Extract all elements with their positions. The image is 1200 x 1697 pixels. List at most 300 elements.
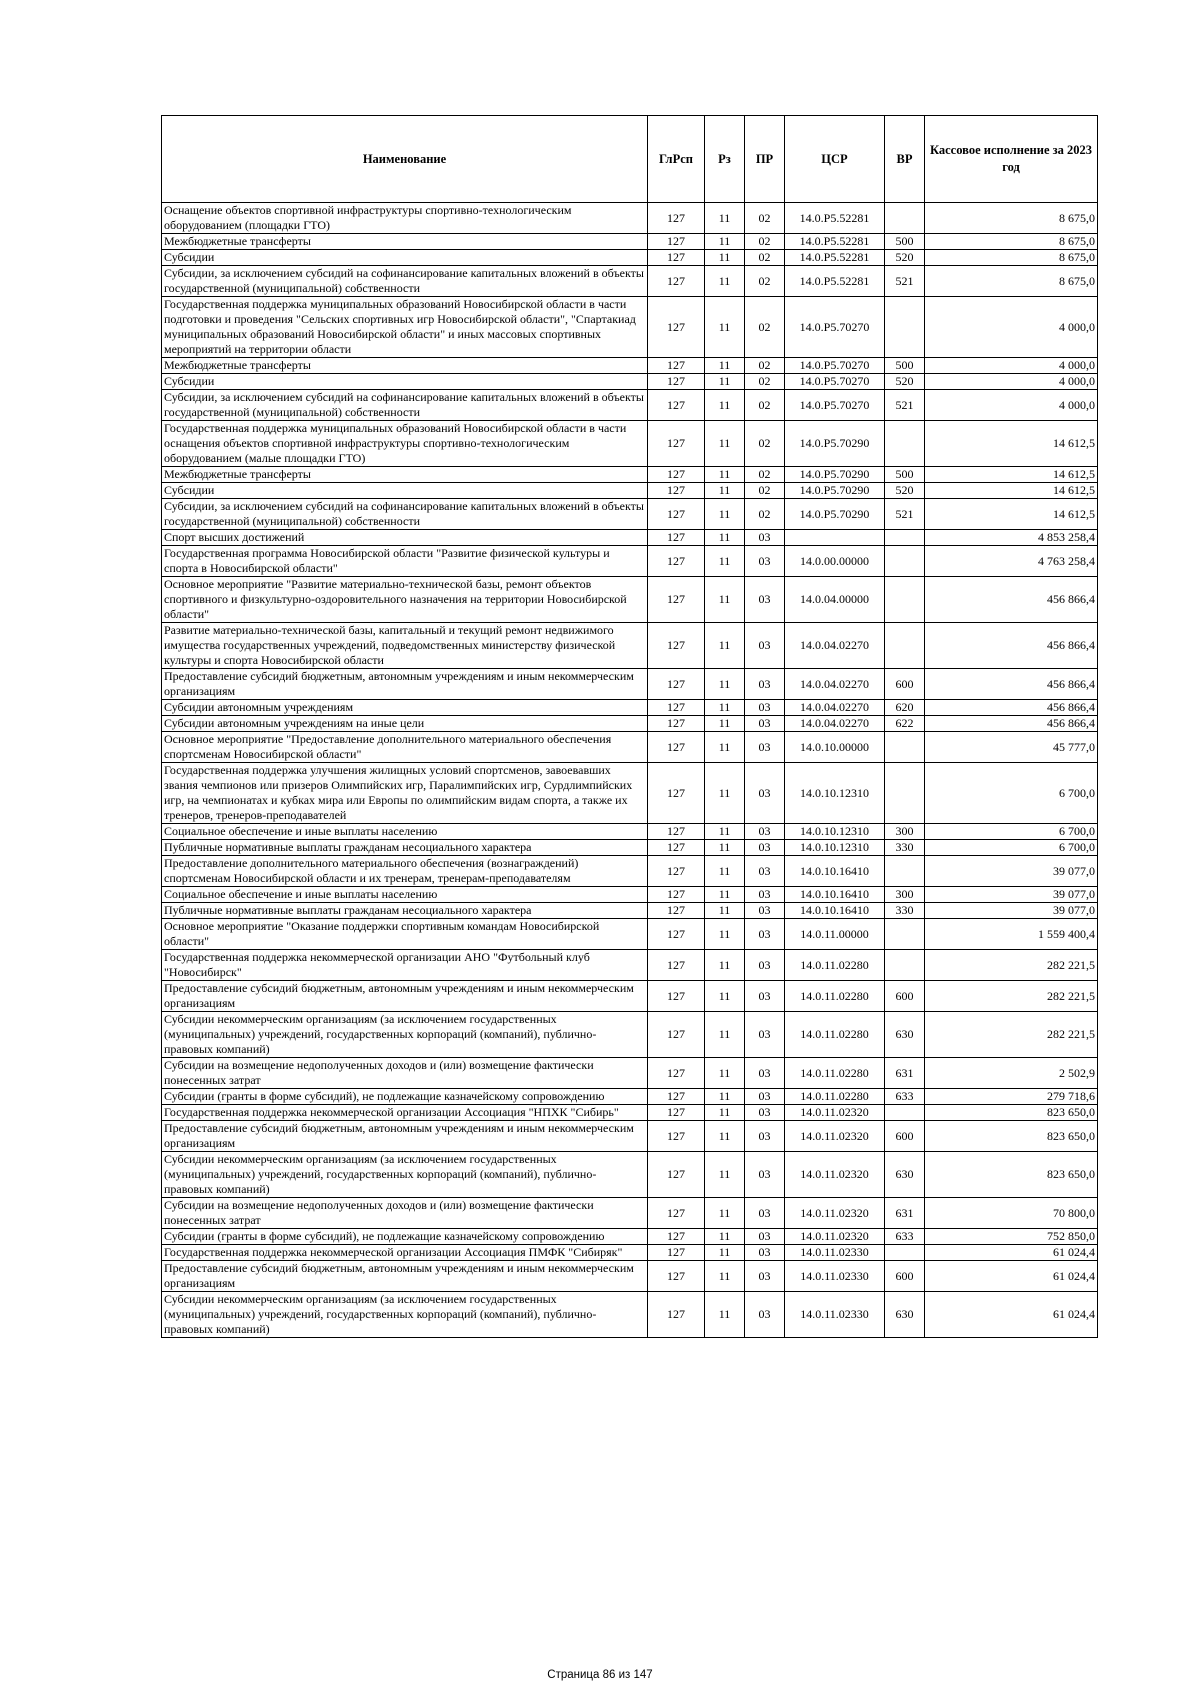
cell-rz: 11 — [705, 467, 745, 483]
cell-name: Предоставление субсидий бюджетным, автономным учреждениям и иным некоммерческим организациям — [162, 1121, 648, 1152]
table-row — [162, 763, 1098, 824]
cell-glrsp: 127 — [648, 358, 705, 374]
cell-name: Предоставление субсидий бюджетным, автономным учреждениям и иным некоммерческим организациям — [162, 669, 648, 700]
cell-rz: 11 — [705, 919, 745, 950]
cell-rz: 11 — [705, 499, 745, 530]
cell-name: Государственная поддержка некоммерческой организации Ассоциация "НПХК "Сибирь" — [162, 1105, 648, 1121]
cell-csr: 14.0.11.02330 — [785, 1261, 885, 1292]
cell-name: Межбюджетные трансферты — [162, 467, 648, 483]
cell-amount: 456 866,4 — [925, 716, 1098, 732]
cell-amount: 282 221,5 — [925, 981, 1098, 1012]
cell-name: Оснащение объектов спортивной инфраструктуры спортивно-технологическим оборудованием (площадки ГТО) — [162, 203, 648, 234]
cell-csr: 14.0.11.02320 — [785, 1121, 885, 1152]
cell-amount: 823 650,0 — [925, 1152, 1098, 1198]
cell-csr: 14.0.P5.70270 — [785, 358, 885, 374]
table-row — [162, 421, 1098, 467]
cell-pr: 03 — [745, 1152, 785, 1198]
cell-glrsp: 127 — [648, 1012, 705, 1058]
cell-glrsp: 127 — [648, 1292, 705, 1338]
cell-vr: 330 — [885, 903, 925, 919]
table-row — [162, 1121, 1098, 1152]
cell-name: Субсидии (гранты в форме субсидий), не подлежащие казначейскому сопровождению — [162, 1089, 648, 1105]
cell-pr: 03 — [745, 530, 785, 546]
cell-amount: 61 024,4 — [925, 1292, 1098, 1338]
cell-glrsp: 127 — [648, 669, 705, 700]
cell-name: Субсидии автономным учреждениям на иные цели — [162, 716, 648, 732]
cell-vr: 633 — [885, 1229, 925, 1245]
table-row — [162, 390, 1098, 421]
cell-pr: 03 — [745, 1198, 785, 1229]
cell-rz: 11 — [705, 887, 745, 903]
table-row — [162, 981, 1098, 1012]
cell-vr — [885, 763, 925, 824]
cell-amount: 39 077,0 — [925, 903, 1098, 919]
cell-vr: 630 — [885, 1292, 925, 1338]
cell-pr: 03 — [745, 623, 785, 669]
cell-rz: 11 — [705, 700, 745, 716]
cell-pr: 02 — [745, 250, 785, 266]
cell-vr: 521 — [885, 266, 925, 297]
cell-glrsp: 127 — [648, 530, 705, 546]
cell-pr: 03 — [745, 577, 785, 623]
cell-pr: 03 — [745, 546, 785, 577]
cell-glrsp: 127 — [648, 1058, 705, 1089]
cell-pr: 03 — [745, 950, 785, 981]
table-row — [162, 250, 1098, 266]
header-vr: ВР — [885, 116, 925, 203]
cell-rz: 11 — [705, 981, 745, 1012]
cell-glrsp: 127 — [648, 390, 705, 421]
cell-vr: 600 — [885, 669, 925, 700]
cell-pr: 02 — [745, 266, 785, 297]
cell-amount: 823 650,0 — [925, 1105, 1098, 1121]
cell-csr: 14.0.11.02320 — [785, 1229, 885, 1245]
header-amount: Кассовое исполнение за 2023 год — [925, 116, 1098, 203]
cell-glrsp: 127 — [648, 1121, 705, 1152]
cell-rz: 11 — [705, 763, 745, 824]
cell-rz: 11 — [705, 623, 745, 669]
cell-glrsp: 127 — [648, 234, 705, 250]
table-row — [162, 1089, 1098, 1105]
cell-rz: 11 — [705, 1058, 745, 1089]
cell-amount: 8 675,0 — [925, 234, 1098, 250]
cell-csr: 14.0.10.12310 — [785, 824, 885, 840]
cell-name: Государственная поддержка муниципальных образований Новосибирской области в части оснащения объектов спортивной инфраструктуры спортивно-технологическим оборудованием (малые площадки ГТО) — [162, 421, 648, 467]
cell-glrsp: 127 — [648, 623, 705, 669]
cell-name: Социальное обеспечение и иные выплаты населению — [162, 824, 648, 840]
table-row — [162, 530, 1098, 546]
cell-csr: 14.0.11.02320 — [785, 1105, 885, 1121]
cell-name: Субсидии некоммерческим организациям (за исключением государственных (муниципальных) учреждений, государственных корпораций (компаний), публично-правовых компаний) — [162, 1152, 648, 1198]
cell-csr: 14.0.P5.70290 — [785, 483, 885, 499]
cell-csr: 14.0.10.12310 — [785, 763, 885, 824]
cell-rz: 11 — [705, 669, 745, 700]
cell-pr: 03 — [745, 840, 785, 856]
cell-vr — [885, 530, 925, 546]
cell-name: Субсидии — [162, 483, 648, 499]
cell-pr: 03 — [745, 919, 785, 950]
cell-pr: 02 — [745, 297, 785, 358]
page-number: Страница 86 из 147 — [547, 1669, 653, 1681]
cell-glrsp: 127 — [648, 887, 705, 903]
cell-pr: 03 — [745, 856, 785, 887]
cell-glrsp: 127 — [648, 1261, 705, 1292]
cell-name: Субсидии, за исключением субсидий на софинансирование капитальных вложений в объекты государственной (муниципальной) собственности — [162, 499, 648, 530]
cell-pr: 03 — [745, 1105, 785, 1121]
cell-csr: 14.0.11.02320 — [785, 1152, 885, 1198]
cell-rz: 11 — [705, 1089, 745, 1105]
cell-vr — [885, 856, 925, 887]
cell-name: Субсидии — [162, 374, 648, 390]
cell-amount: 456 866,4 — [925, 577, 1098, 623]
cell-rz: 11 — [705, 421, 745, 467]
table-row — [162, 1105, 1098, 1121]
cell-glrsp: 127 — [648, 297, 705, 358]
table-row — [162, 266, 1098, 297]
cell-amount: 14 612,5 — [925, 483, 1098, 499]
cell-pr: 03 — [745, 1089, 785, 1105]
cell-vr — [885, 546, 925, 577]
cell-vr: 520 — [885, 250, 925, 266]
cell-name: Государственная программа Новосибирской области "Развитие физической культуры и спорта в Новосибирской области" — [162, 546, 648, 577]
cell-amount: 6 700,0 — [925, 840, 1098, 856]
cell-glrsp: 127 — [648, 203, 705, 234]
cell-vr: 631 — [885, 1058, 925, 1089]
cell-amount: 1 559 400,4 — [925, 919, 1098, 950]
cell-glrsp: 127 — [648, 950, 705, 981]
cell-glrsp: 127 — [648, 700, 705, 716]
cell-pr: 03 — [745, 1261, 785, 1292]
cell-amount: 14 612,5 — [925, 499, 1098, 530]
cell-csr: 14.0.11.02320 — [785, 1198, 885, 1229]
cell-glrsp: 127 — [648, 732, 705, 763]
cell-csr: 14.0.10.00000 — [785, 732, 885, 763]
cell-vr: 600 — [885, 1261, 925, 1292]
cell-amount: 70 800,0 — [925, 1198, 1098, 1229]
cell-csr: 14.0.P5.70270 — [785, 297, 885, 358]
cell-amount: 14 612,5 — [925, 421, 1098, 467]
cell-glrsp: 127 — [648, 1229, 705, 1245]
cell-csr: 14.0.04.02270 — [785, 669, 885, 700]
cell-vr: 520 — [885, 374, 925, 390]
header-glrsp: ГлРсп — [648, 116, 705, 203]
cell-rz: 11 — [705, 1152, 745, 1198]
cell-rz: 11 — [705, 840, 745, 856]
cell-vr: 520 — [885, 483, 925, 499]
cell-csr: 14.0.04.02270 — [785, 700, 885, 716]
cell-csr: 14.0.10.16410 — [785, 903, 885, 919]
cell-rz: 11 — [705, 1012, 745, 1058]
cell-name: Основное мероприятие "Оказание поддержки спортивным командам Новосибирской области" — [162, 919, 648, 950]
cell-rz: 11 — [705, 1105, 745, 1121]
cell-csr: 14.0.P5.70290 — [785, 499, 885, 530]
table-row — [162, 483, 1098, 499]
cell-glrsp: 127 — [648, 824, 705, 840]
cell-glrsp: 127 — [648, 763, 705, 824]
cell-amount: 4 000,0 — [925, 297, 1098, 358]
cell-pr: 03 — [745, 1121, 785, 1152]
cell-csr: 14.0.11.02280 — [785, 1089, 885, 1105]
cell-rz: 11 — [705, 732, 745, 763]
cell-csr: 14.0.11.02280 — [785, 981, 885, 1012]
header-name: Наименование — [162, 116, 648, 203]
cell-rz: 11 — [705, 546, 745, 577]
cell-pr: 02 — [745, 234, 785, 250]
cell-vr — [885, 421, 925, 467]
cell-vr: 500 — [885, 234, 925, 250]
cell-glrsp: 127 — [648, 546, 705, 577]
cell-name: Субсидии некоммерческим организациям (за исключением государственных (муниципальных) учреждений, государственных корпораций (компаний), публично-правовых компаний) — [162, 1292, 648, 1338]
cell-amount: 8 675,0 — [925, 250, 1098, 266]
cell-rz: 11 — [705, 483, 745, 499]
table-row — [162, 1198, 1098, 1229]
table-row — [162, 840, 1098, 856]
cell-pr: 03 — [745, 732, 785, 763]
cell-rz: 11 — [705, 1229, 745, 1245]
cell-csr: 14.0.P5.52281 — [785, 234, 885, 250]
cell-rz: 11 — [705, 1245, 745, 1261]
cell-csr: 14.0.10.16410 — [785, 887, 885, 903]
cell-vr — [885, 1105, 925, 1121]
cell-vr: 620 — [885, 700, 925, 716]
cell-rz: 11 — [705, 390, 745, 421]
cell-vr — [885, 732, 925, 763]
cell-pr: 03 — [745, 824, 785, 840]
cell-name: Субсидии, за исключением субсидий на софинансирование капитальных вложений в объекты государственной (муниципальной) собственности — [162, 266, 648, 297]
cell-pr: 02 — [745, 483, 785, 499]
cell-vr: 500 — [885, 358, 925, 374]
table-row — [162, 1229, 1098, 1245]
cell-glrsp: 127 — [648, 856, 705, 887]
cell-name: Спорт высших достижений — [162, 530, 648, 546]
table-row — [162, 1012, 1098, 1058]
cell-amount: 456 866,4 — [925, 700, 1098, 716]
cell-amount: 4 763 258,4 — [925, 546, 1098, 577]
cell-name: Публичные нормативные выплаты гражданам несоциального характера — [162, 903, 648, 919]
cell-amount: 282 221,5 — [925, 1012, 1098, 1058]
cell-pr: 02 — [745, 390, 785, 421]
cell-rz: 11 — [705, 203, 745, 234]
cell-amount: 61 024,4 — [925, 1245, 1098, 1261]
cell-csr: 14.0.00.00000 — [785, 546, 885, 577]
cell-vr — [885, 577, 925, 623]
cell-pr: 03 — [745, 1229, 785, 1245]
cell-glrsp: 127 — [648, 421, 705, 467]
cell-glrsp: 127 — [648, 840, 705, 856]
cell-pr: 02 — [745, 358, 785, 374]
cell-rz: 11 — [705, 1121, 745, 1152]
cell-name: Развитие материально-технической базы, капитальный и текущий ремонт недвижимого имущества государственных учреждений, подведомственных министерству физической культуры и спорта Новосибирской области — [162, 623, 648, 669]
table-row — [162, 1058, 1098, 1089]
cell-vr: 600 — [885, 1121, 925, 1152]
table-row — [162, 203, 1098, 234]
cell-name: Государственная поддержка некоммерческой организации АНО "Футбольный клуб "Новосибирск" — [162, 950, 648, 981]
cell-pr: 03 — [745, 1245, 785, 1261]
cell-rz: 11 — [705, 856, 745, 887]
cell-vr — [885, 623, 925, 669]
cell-vr: 630 — [885, 1152, 925, 1198]
cell-name: Предоставление субсидий бюджетным, автономным учреждениям и иным некоммерческим организациям — [162, 1261, 648, 1292]
cell-amount: 14 612,5 — [925, 467, 1098, 483]
cell-amount: 456 866,4 — [925, 669, 1098, 700]
cell-name: Государственная поддержка муниципальных образований Новосибирской области в части подготовки и проведения "Сельских спортивных игр Новосибирской области", "Спартакиад муниципальных образований Новосибирской области" и иных массовых спортивных мероприятий на территории области — [162, 297, 648, 358]
cell-glrsp: 127 — [648, 467, 705, 483]
cell-glrsp: 127 — [648, 1245, 705, 1261]
cell-glrsp: 127 — [648, 483, 705, 499]
cell-glrsp: 127 — [648, 981, 705, 1012]
cell-name: Предоставление дополнительного материального обеспечения (вознаграждений) спортсменам Новосибирской области и их тренерам, тренерам-преподавателям — [162, 856, 648, 887]
cell-csr: 14.0.P5.52281 — [785, 266, 885, 297]
cell-csr: 14.0.11.02280 — [785, 1058, 885, 1089]
cell-rz: 11 — [705, 1261, 745, 1292]
cell-pr: 03 — [745, 700, 785, 716]
cell-vr: 300 — [885, 887, 925, 903]
cell-pr: 03 — [745, 669, 785, 700]
cell-name: Субсидии на возмещение недополученных доходов и (или) возмещение фактически понесенных затрат — [162, 1198, 648, 1229]
table-row — [162, 1292, 1098, 1338]
table-row — [162, 856, 1098, 887]
cell-amount: 8 675,0 — [925, 266, 1098, 297]
cell-amount: 45 777,0 — [925, 732, 1098, 763]
cell-csr: 14.0.P5.70270 — [785, 374, 885, 390]
cell-pr: 02 — [745, 499, 785, 530]
cell-pr: 03 — [745, 1292, 785, 1338]
cell-rz: 11 — [705, 950, 745, 981]
cell-name: Субсидии — [162, 250, 648, 266]
cell-amount: 279 718,6 — [925, 1089, 1098, 1105]
cell-glrsp: 127 — [648, 577, 705, 623]
cell-pr: 02 — [745, 421, 785, 467]
cell-vr: 633 — [885, 1089, 925, 1105]
cell-rz: 11 — [705, 1198, 745, 1229]
cell-pr: 03 — [745, 763, 785, 824]
cell-rz: 11 — [705, 530, 745, 546]
cell-amount: 61 024,4 — [925, 1261, 1098, 1292]
cell-vr: 521 — [885, 499, 925, 530]
table-row — [162, 623, 1098, 669]
cell-rz: 11 — [705, 250, 745, 266]
cell-csr: 14.0.10.12310 — [785, 840, 885, 856]
cell-glrsp: 127 — [648, 716, 705, 732]
cell-name: Основное мероприятие "Развитие материально-технической базы, ремонт объектов спортивного и физкультурно-оздоровительного назначения на территории Новосибирской области" — [162, 577, 648, 623]
cell-name: Субсидии, за исключением субсидий на софинансирование капитальных вложений в объекты государственной (муниципальной) собственности — [162, 390, 648, 421]
cell-pr: 03 — [745, 887, 785, 903]
table-row — [162, 358, 1098, 374]
table-row — [162, 577, 1098, 623]
cell-name: Социальное обеспечение и иные выплаты населению — [162, 887, 648, 903]
cell-glrsp: 127 — [648, 499, 705, 530]
cell-amount: 752 850,0 — [925, 1229, 1098, 1245]
table-row — [162, 234, 1098, 250]
table-row — [162, 1152, 1098, 1198]
cell-amount: 39 077,0 — [925, 887, 1098, 903]
cell-amount: 8 675,0 — [925, 203, 1098, 234]
cell-amount: 823 650,0 — [925, 1121, 1098, 1152]
cell-vr: 600 — [885, 981, 925, 1012]
cell-pr: 03 — [745, 1058, 785, 1089]
cell-rz: 11 — [705, 1292, 745, 1338]
cell-glrsp: 127 — [648, 1089, 705, 1105]
cell-vr — [885, 297, 925, 358]
table-row — [162, 950, 1098, 981]
cell-csr: 14.0.11.00000 — [785, 919, 885, 950]
table-header-row — [162, 116, 1098, 203]
cell-glrsp: 127 — [648, 250, 705, 266]
cell-name: Межбюджетные трансферты — [162, 234, 648, 250]
cell-rz: 11 — [705, 374, 745, 390]
cell-rz: 11 — [705, 903, 745, 919]
cell-name: Государственная поддержка улучшения жилищных условий спортсменов, завоевавших звания чемпионов или призеров Олимпийских игр, Паралимпийских игр, Сурдлимпийских игр, на чемпионатах и кубках мира или Европы по олимпийским видам спорта, а также их тренеров, тренеров-преподавателей — [162, 763, 648, 824]
cell-amount: 6 700,0 — [925, 824, 1098, 840]
cell-name: Государственная поддержка некоммерческой организации Ассоциация ПМФК "Сибиряк" — [162, 1245, 648, 1261]
table-row — [162, 1261, 1098, 1292]
table-row — [162, 903, 1098, 919]
cell-rz: 11 — [705, 297, 745, 358]
table-row — [162, 919, 1098, 950]
cell-glrsp: 127 — [648, 903, 705, 919]
cell-csr: 14.0.P5.70290 — [785, 467, 885, 483]
cell-amount: 282 221,5 — [925, 950, 1098, 981]
cell-name: Публичные нормативные выплаты гражданам несоциального характера — [162, 840, 648, 856]
cell-amount: 2 502,9 — [925, 1058, 1098, 1089]
table-row — [162, 716, 1098, 732]
cell-rz: 11 — [705, 824, 745, 840]
table-row — [162, 297, 1098, 358]
cell-glrsp: 127 — [648, 374, 705, 390]
cell-vr: 630 — [885, 1012, 925, 1058]
cell-amount: 4 853 258,4 — [925, 530, 1098, 546]
cell-pr: 03 — [745, 981, 785, 1012]
cell-csr — [785, 530, 885, 546]
cell-vr: 330 — [885, 840, 925, 856]
cell-pr: 02 — [745, 467, 785, 483]
cell-csr: 14.0.04.02270 — [785, 623, 885, 669]
cell-glrsp: 127 — [648, 1105, 705, 1121]
cell-rz: 11 — [705, 234, 745, 250]
cell-name: Основное мероприятие "Предоставление дополнительного материального обеспечения спортсменам Новосибирской области" — [162, 732, 648, 763]
cell-amount: 4 000,0 — [925, 390, 1098, 421]
cell-csr: 14.0.04.00000 — [785, 577, 885, 623]
cell-pr: 03 — [745, 1012, 785, 1058]
table-row — [162, 669, 1098, 700]
cell-glrsp: 127 — [648, 1152, 705, 1198]
cell-pr: 03 — [745, 903, 785, 919]
cell-glrsp: 127 — [648, 1198, 705, 1229]
cell-name: Межбюджетные трансферты — [162, 358, 648, 374]
cell-vr: 521 — [885, 390, 925, 421]
cell-vr — [885, 919, 925, 950]
cell-vr: 622 — [885, 716, 925, 732]
cell-amount: 39 077,0 — [925, 856, 1098, 887]
cell-vr — [885, 203, 925, 234]
cell-name: Субсидии (гранты в форме субсидий), не подлежащие казначейскому сопровождению — [162, 1229, 648, 1245]
cell-name: Субсидии на возмещение недополученных доходов и (или) возмещение фактически понесенных затрат — [162, 1058, 648, 1089]
table-row — [162, 824, 1098, 840]
cell-name: Субсидии автономным учреждениям — [162, 700, 648, 716]
cell-csr: 14.0.11.02330 — [785, 1292, 885, 1338]
cell-csr: 14.0.11.02280 — [785, 1012, 885, 1058]
table-row — [162, 374, 1098, 390]
cell-rz: 11 — [705, 358, 745, 374]
table-row — [162, 467, 1098, 483]
cell-rz: 11 — [705, 266, 745, 297]
cell-csr: 14.0.10.16410 — [785, 856, 885, 887]
cell-csr: 14.0.P5.52281 — [785, 203, 885, 234]
header-csr: ЦСР — [785, 116, 885, 203]
header-rz: Рз — [705, 116, 745, 203]
cell-pr: 02 — [745, 374, 785, 390]
table-body — [162, 203, 1098, 1338]
